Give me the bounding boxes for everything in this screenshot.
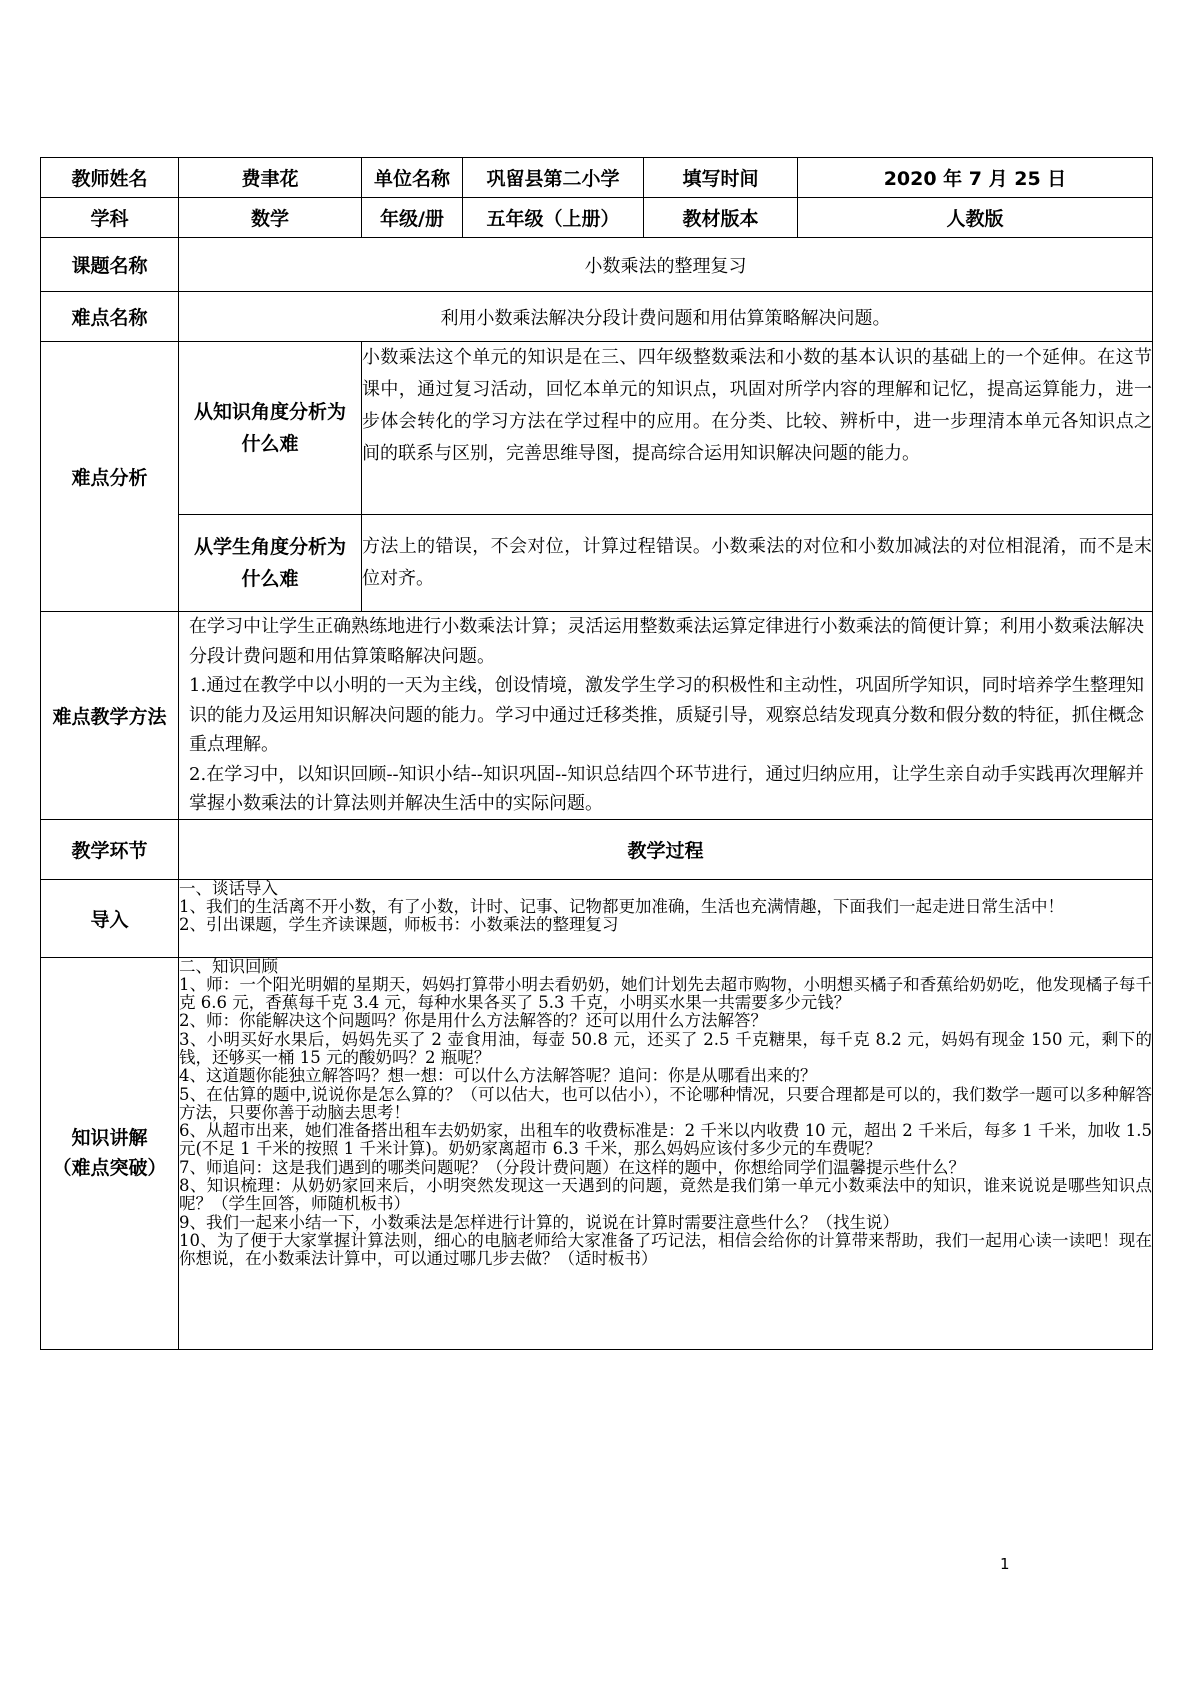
knowledge-label [41,957,179,1349]
intro-line: 1、我们的生活离不开小数，有了小数，计时、记事、记物都更加准确，生活也充满情趣，下面我们一起走进日常生活中！ [179,896,1064,916]
intro-line: 一、谈话导入 [179,878,278,898]
stage-label: 教学环节 [41,819,179,879]
unit-label: 单位名称 [362,158,463,198]
intro-line: 2、引出课题，学生齐读课题，师板书：小数乘法的整理复习 [179,915,619,935]
knowledge-text [179,957,1153,1349]
student-angle-text: 方法上的错误，不会对位，计算过程错误。小数乘法的对位和小数加减法的对位相混淆，而不是末位对齐。 [362,515,1153,612]
student-angle-label: 从学生角度分析为什么难 [179,515,362,612]
intro-label: 导入 [41,879,179,957]
knowledge-line: 2、师：你能解决这个问题吗？你是用什么方法解答的？还可以用什么方法解答？ [179,1011,767,1031]
difficulty-label: 难点名称 [41,292,179,342]
method-paragraph: 在学习中让学生正确熟练地进行小数乘法计算；灵活运用整数乘法运算定律进行小数乘法的简便计算；利用小数乘法解决分段计费问题和用估算策略解决问题。 [189,616,1144,667]
subject-label: 学科 [41,198,179,238]
page-number: 1 [1000,1555,1010,1573]
knowledge-row [41,957,1153,1349]
grade-value: 五年级（上册） [463,198,644,238]
header-row-2 [41,198,1153,238]
teacher-label: 教师姓名 [41,158,179,198]
method-text [179,612,1153,820]
method-label: 难点教学方法 [41,612,179,820]
subject-value: 数学 [179,198,362,238]
knowledge-label-line: 知识讲解 [71,1127,148,1149]
analysis-knowledge-row [41,342,1153,515]
knowledge-line: 3、小明买好水果后，妈妈先买了 2 壶食用油，每壶 50.8 元，还买了 2.5 千克糖果，每千克 8.2 元，妈妈有现金 150 元，剩下的钱，还够买一桶 15 元的酸奶吗？2 瓶呢？ [179,1029,1152,1067]
topic-value: 小数乘法的整理复习 [179,238,1153,292]
knowledge-angle-text: 小数乘法这个单元的知识是在三、四年级整数乘法和小数的基本认识的基础上的一个延伸。在这节课中，通过复习活动，回忆本单元的知识点，巩固对所学内容的理解和记忆，提高运算能力，进一步体会转化的学习方法在学过程中的应用。在分类、比较、辨析中，进一步理清本单元各知识点之间的联系与区别，完善思维导图，提高综合运用知识解决问题的能力。 [362,342,1153,515]
difficulty-value: 利用小数乘法解决分段计费问题和用估算策略解决问题。 [179,292,1153,342]
knowledge-line: 二、知识回顾 [179,956,278,976]
difficulty-row [41,292,1153,342]
knowledge-angle-label: 从知识角度分析为什么难 [179,342,362,515]
analysis-label: 难点分析 [41,342,179,612]
method-paragraph: 2.在学习中，以知识回顾--知识小结--知识巩固--知识总结四个环节进行，通过归纳应用，让学生亲自动手实践再次理解并掌握小数乘法的计算法则并解决生活中的实际问题。 [189,763,1144,814]
knowledge-line: 1、师：一个阳光明媚的星期天，妈妈打算带小明去看奶奶，她们计划先去超市购物，小明想买橘子和香蕉给奶奶吃，他发现橘子每千克 6.6 元，香蕉每千克 3.4 元，每种水果各买了 5.3 千克，小明买水果一共需要多少元钱？ [179,974,1152,1013]
teacher-value: 费聿花 [179,158,362,198]
date-label: 填写时间 [644,158,798,198]
knowledge-line: 9、我们一起来小结一下，小数乘法是怎样进行计算的，说说在计算时需要注意些什么？（找生说） [179,1212,899,1232]
process-header-row [41,819,1153,879]
topic-label: 课题名称 [41,238,179,292]
knowledge-line: 4、这道题你能独立解答吗？想一想：可以什么方法解答呢？追问：你是从哪看出来的？ [179,1066,817,1086]
knowledge-line: 10、为了便于大家掌握计算法则，细心的电脑老师给大家准备了巧记法，相信会给你的计算带来帮助，我们一起用心读一读吧！现在你想说，在小数乘法计算中，可以通过哪几步去做？（适时板书） [179,1230,1152,1269]
knowledge-line: 6、从超市出来，她们准备搭出租车去奶奶家，出租车的收费标准是：2 千米以内收费 10 元，超出 2 千米后，每多 1 千米，加收 1.5 元(不足 1 千米的按照 1 千米计算)。奶奶家离超市 6.3 千米，那么妈妈应该付多少元的车费呢？ [179,1121,1152,1159]
intro-row [41,879,1153,957]
grade-label: 年级/册 [362,198,463,238]
knowledge-line: 7、师追问：这是我们遇到的哪类问题呢？（分段计费问题）在这样的题中，你想给同学们温馨提示些什么？ [179,1157,965,1177]
lesson-plan-table [40,157,1153,1350]
method-paragraph: 1.通过在教学中以小明的一天为主线，创设情境，激发学生学习的积极性和主动性，巩固所学知识，同时培养学生整理知识的能力及运用知识解决问题的能力。学习中通过迁移类推，质疑引导，观察总结发现真分数和假分数的特征，抓住概念重点理解。 [189,675,1144,755]
topic-row [41,238,1153,292]
method-row [41,612,1153,820]
knowledge-line: 8、知识梳理：从奶奶家回来后，小明突然发现这一天遇到的问题，竟然是我们第一单元小数乘法中的知识，谁来说说是哪些知识点呢？（学生回答，师随机板书） [179,1176,1152,1214]
process-label: 教学过程 [179,819,1153,879]
analysis-student-row [41,515,1153,612]
date-value: 2020 年 7 月 25 日 [798,158,1153,198]
unit-value: 巩留县第二小学 [463,158,644,198]
edition-label: 教材版本 [644,198,798,238]
intro-text [179,879,1153,957]
header-row-1 [41,158,1153,198]
knowledge-line: 5、在估算的题中,说说你是怎么算的？（可以估大，也可以估小），不论哪种情况，只要合理都是可以的，我们数学一题可以多种解答方法，只要你善于动脑去思考！ [179,1084,1152,1122]
knowledge-label-line: （难点突破） [52,1157,167,1179]
edition-value: 人教版 [798,198,1153,238]
